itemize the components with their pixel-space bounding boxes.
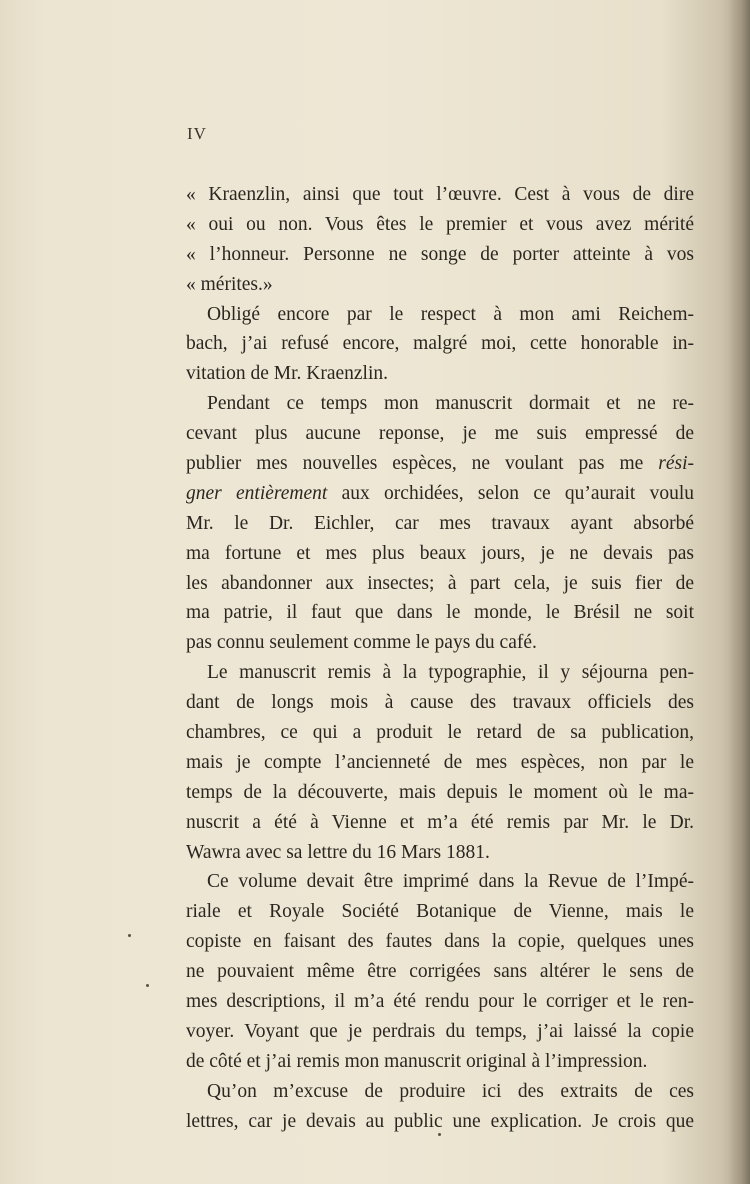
text-line — [186, 658, 694, 688]
text-line — [186, 1107, 694, 1137]
text-line-segment: Ce volume devait être imprimé dans la Revue de l’Impé- — [207, 871, 694, 893]
text-line — [186, 419, 694, 449]
text-line-segment: Obligé encore par le respect à mon ami Reichem- — [207, 303, 694, 325]
text-line — [186, 479, 694, 509]
text-line — [186, 240, 694, 270]
text-line-segment: « l’honneur. Personne ne songe de porter atteinte à vos — [186, 243, 694, 265]
text-line-segment: pas connu seulement comme le pays du café. — [186, 632, 537, 654]
text-line-segment: Le manuscrit remis à la typographie, il y séjourna pen- — [207, 662, 694, 684]
text-line-segment: nuscrit a été à Vienne et m’a été remis par Mr. le Dr. — [186, 811, 694, 833]
text-line-segment: vitation de Mr. Kraenzlin. — [186, 363, 388, 385]
text-line-segment: « mérites.» — [186, 273, 273, 295]
text-line — [186, 748, 694, 778]
text-line-segment: Qu’on m’excuse de produire ici des extraits de ces — [207, 1080, 694, 1102]
text-line — [186, 927, 694, 957]
text-line — [186, 509, 694, 539]
italic-text: gner entièrement — [186, 482, 328, 504]
text-line-segment: « oui ou non. Vous êtes le premier et vous avez mérité — [186, 213, 694, 235]
text-line-segment: Pendant ce temps mon manuscrit dormait et ne re- — [207, 393, 694, 415]
text-line — [186, 628, 694, 658]
text-line-segment: ma fortune et mes plus beaux jours, je ne devais pas — [186, 542, 694, 564]
text-line — [186, 1077, 694, 1107]
text-line-segment: copiste en faisant des fautes dans la copie, quelques unes — [186, 931, 694, 953]
text-line — [186, 778, 694, 808]
text-line — [186, 987, 694, 1017]
text-line — [186, 867, 694, 897]
text-line — [186, 569, 694, 599]
text-line-segment: ne pouvaient même être corrigées sans altérer le sens de — [186, 961, 694, 983]
paper-speck — [438, 1133, 441, 1136]
text-line-segment: dant de longs mois à cause des travaux officiels des — [186, 692, 694, 714]
text-line — [186, 838, 694, 868]
text-line-segment: mes descriptions, il m’a été rendu pour le corriger et le ren- — [186, 991, 694, 1013]
text-line-segment: « Kraenzlin, ainsi que tout l’œuvre. Cest à vous de dire — [186, 184, 694, 205]
text-line-segment: Mr. le Dr. Eichler, car mes travaux ayant absorbé — [186, 512, 694, 534]
text-line — [186, 300, 694, 330]
text-line — [186, 449, 694, 479]
text-line-segment: de côté et j’ai remis mon manuscrit original à l’impression. — [186, 1050, 648, 1072]
text-line — [186, 1047, 694, 1077]
text-line — [186, 718, 694, 748]
text-line-segment: les abandonner aux insectes; à part cela, je suis fier de — [186, 572, 694, 594]
text-line — [186, 180, 694, 210]
text-line-segment: voyer. Voyant que je perdrais du temps, j’ai laissé la copie — [186, 1020, 694, 1042]
text-line — [186, 1017, 694, 1047]
text-line — [186, 957, 694, 987]
text-line-segment: publier mes nouvelles espèces, ne voulant pas me — [186, 453, 659, 475]
text-line — [186, 389, 694, 419]
page-edge-shadow — [728, 0, 750, 1184]
text-line — [186, 539, 694, 569]
text-line-segment: riale et Royale Société Botanique de Vienne, mais le — [186, 901, 694, 923]
text-line — [186, 270, 694, 300]
paper-speck — [128, 934, 131, 937]
text-line-segment: Wawra avec sa lettre du 16 Mars 1881. — [186, 841, 490, 863]
text-line — [186, 897, 694, 927]
text-line — [186, 598, 694, 628]
text-line — [186, 329, 694, 359]
text-line-segment: aux orchidées, selon ce qu’aurait voulu — [327, 482, 694, 504]
text-line-segment: temps de la découverte, mais depuis le moment où le ma- — [186, 781, 694, 803]
text-line-segment: bach, j’ai refusé encore, malgré moi, cette honorable in- — [186, 333, 694, 355]
paper-speck — [146, 984, 149, 987]
text-line-segment: chambres, ce qui a produit le retard de sa publication, — [186, 722, 694, 744]
text-line-segment: mais je compte l’ancienneté de mes espèces, non par le — [186, 751, 694, 773]
text-line-segment: cevant plus aucune reponse, je me suis empressé de — [186, 423, 694, 445]
text-line-segment: ma patrie, il faut que dans le monde, le Brésil ne soit — [186, 602, 694, 624]
text-line-segment: lettres, car je devais au public une explication. Je crois que — [186, 1110, 694, 1132]
text-line — [186, 210, 694, 240]
text-line — [186, 688, 694, 718]
body-text — [186, 180, 694, 1137]
text-line — [186, 359, 694, 389]
page-number: IV — [187, 124, 207, 143]
italic-text: rési- — [658, 453, 694, 475]
text-line — [186, 808, 694, 838]
